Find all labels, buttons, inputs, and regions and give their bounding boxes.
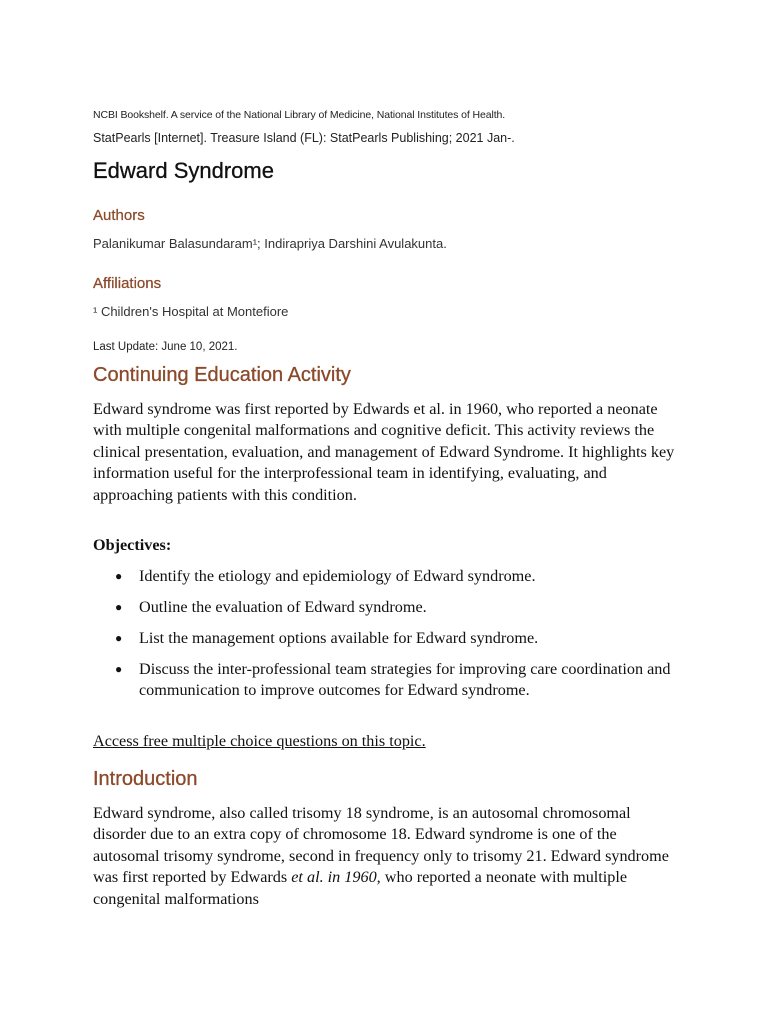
continuing-education-heading: Continuing Education Activity [93, 364, 351, 386]
affiliations-heading: Affiliations [93, 275, 162, 292]
introduction-paragraph [93, 803, 683, 910]
authors-heading: Authors [93, 207, 145, 224]
authors-list: Palanikumar Balasundaram¹; Indirapriya Darshini Avulakunta. [93, 236, 447, 251]
objectives-list [93, 566, 683, 711]
access-questions-link[interactable]: Access free multiple choice questions on this topic. [93, 732, 426, 750]
ncbi-bookshelf-line: NCBI Bookshelf. A service of the National Library of Medicine, National Institutes of Health. [93, 109, 506, 121]
list-item [93, 628, 683, 649]
intro-citation-italic: et al. in 1960, [291, 868, 381, 887]
bullet-icon: ● [115, 630, 123, 645]
objectives-label: Objectives: [93, 536, 172, 554]
list-item [93, 566, 683, 587]
source-citation: StatPearls [Internet]. Treasure Island (FL): StatPearls Publishing; 2021 Jan-. [93, 131, 515, 145]
bullet-icon: ● [115, 569, 123, 583]
bullet-icon: ● [115, 661, 123, 676]
introduction-heading: Introduction [93, 768, 198, 790]
bullet-icon: ● [115, 599, 123, 614]
continuing-education-paragraph: Edward syndrome was first reported by Edwards et al. in 1960, who reported a neonate with multiple congenital malformations and cognitive deficit. This activity reviews the clinical presentation, evaluation, and management of Edward Syndrome. It highlights key information useful for the interprofessional team in identifying, evaluating, and approaching patients with this condition. [93, 400, 675, 504]
page-title: Edward Syndrome [93, 158, 274, 183]
objective-text: Discuss the inter-professional team strategies for improving care coordination and communication to improve outcomes for Edward syndrome. [139, 659, 671, 700]
objective-text: List the management options available for Edward syndrome. [139, 628, 539, 647]
objective-text: Identify the etiology and epidemiology of Edward syndrome. [139, 567, 536, 585]
last-update: Last Update: June 10, 2021. [93, 341, 238, 353]
affiliation-item: ¹ Children's Hospital at Montefiore [93, 304, 289, 319]
intro-text-start: Edward syndrome, also called trisomy 18 syndrome, is an autosomal chromosomal disorder due to an extra copy of chromosome 18. Edward syndrome is one of the autosomal trisomy syndrome, second in frequency only to trisomy 21. Edward syndrome was first reported by Edwards [93, 804, 669, 887]
objective-text: Outline the evaluation of Edward syndrome. [139, 597, 427, 616]
list-item [93, 659, 683, 702]
list-item [93, 597, 683, 618]
intro-text-end: who reported a neonate with multiple congenital malformations [93, 868, 628, 908]
